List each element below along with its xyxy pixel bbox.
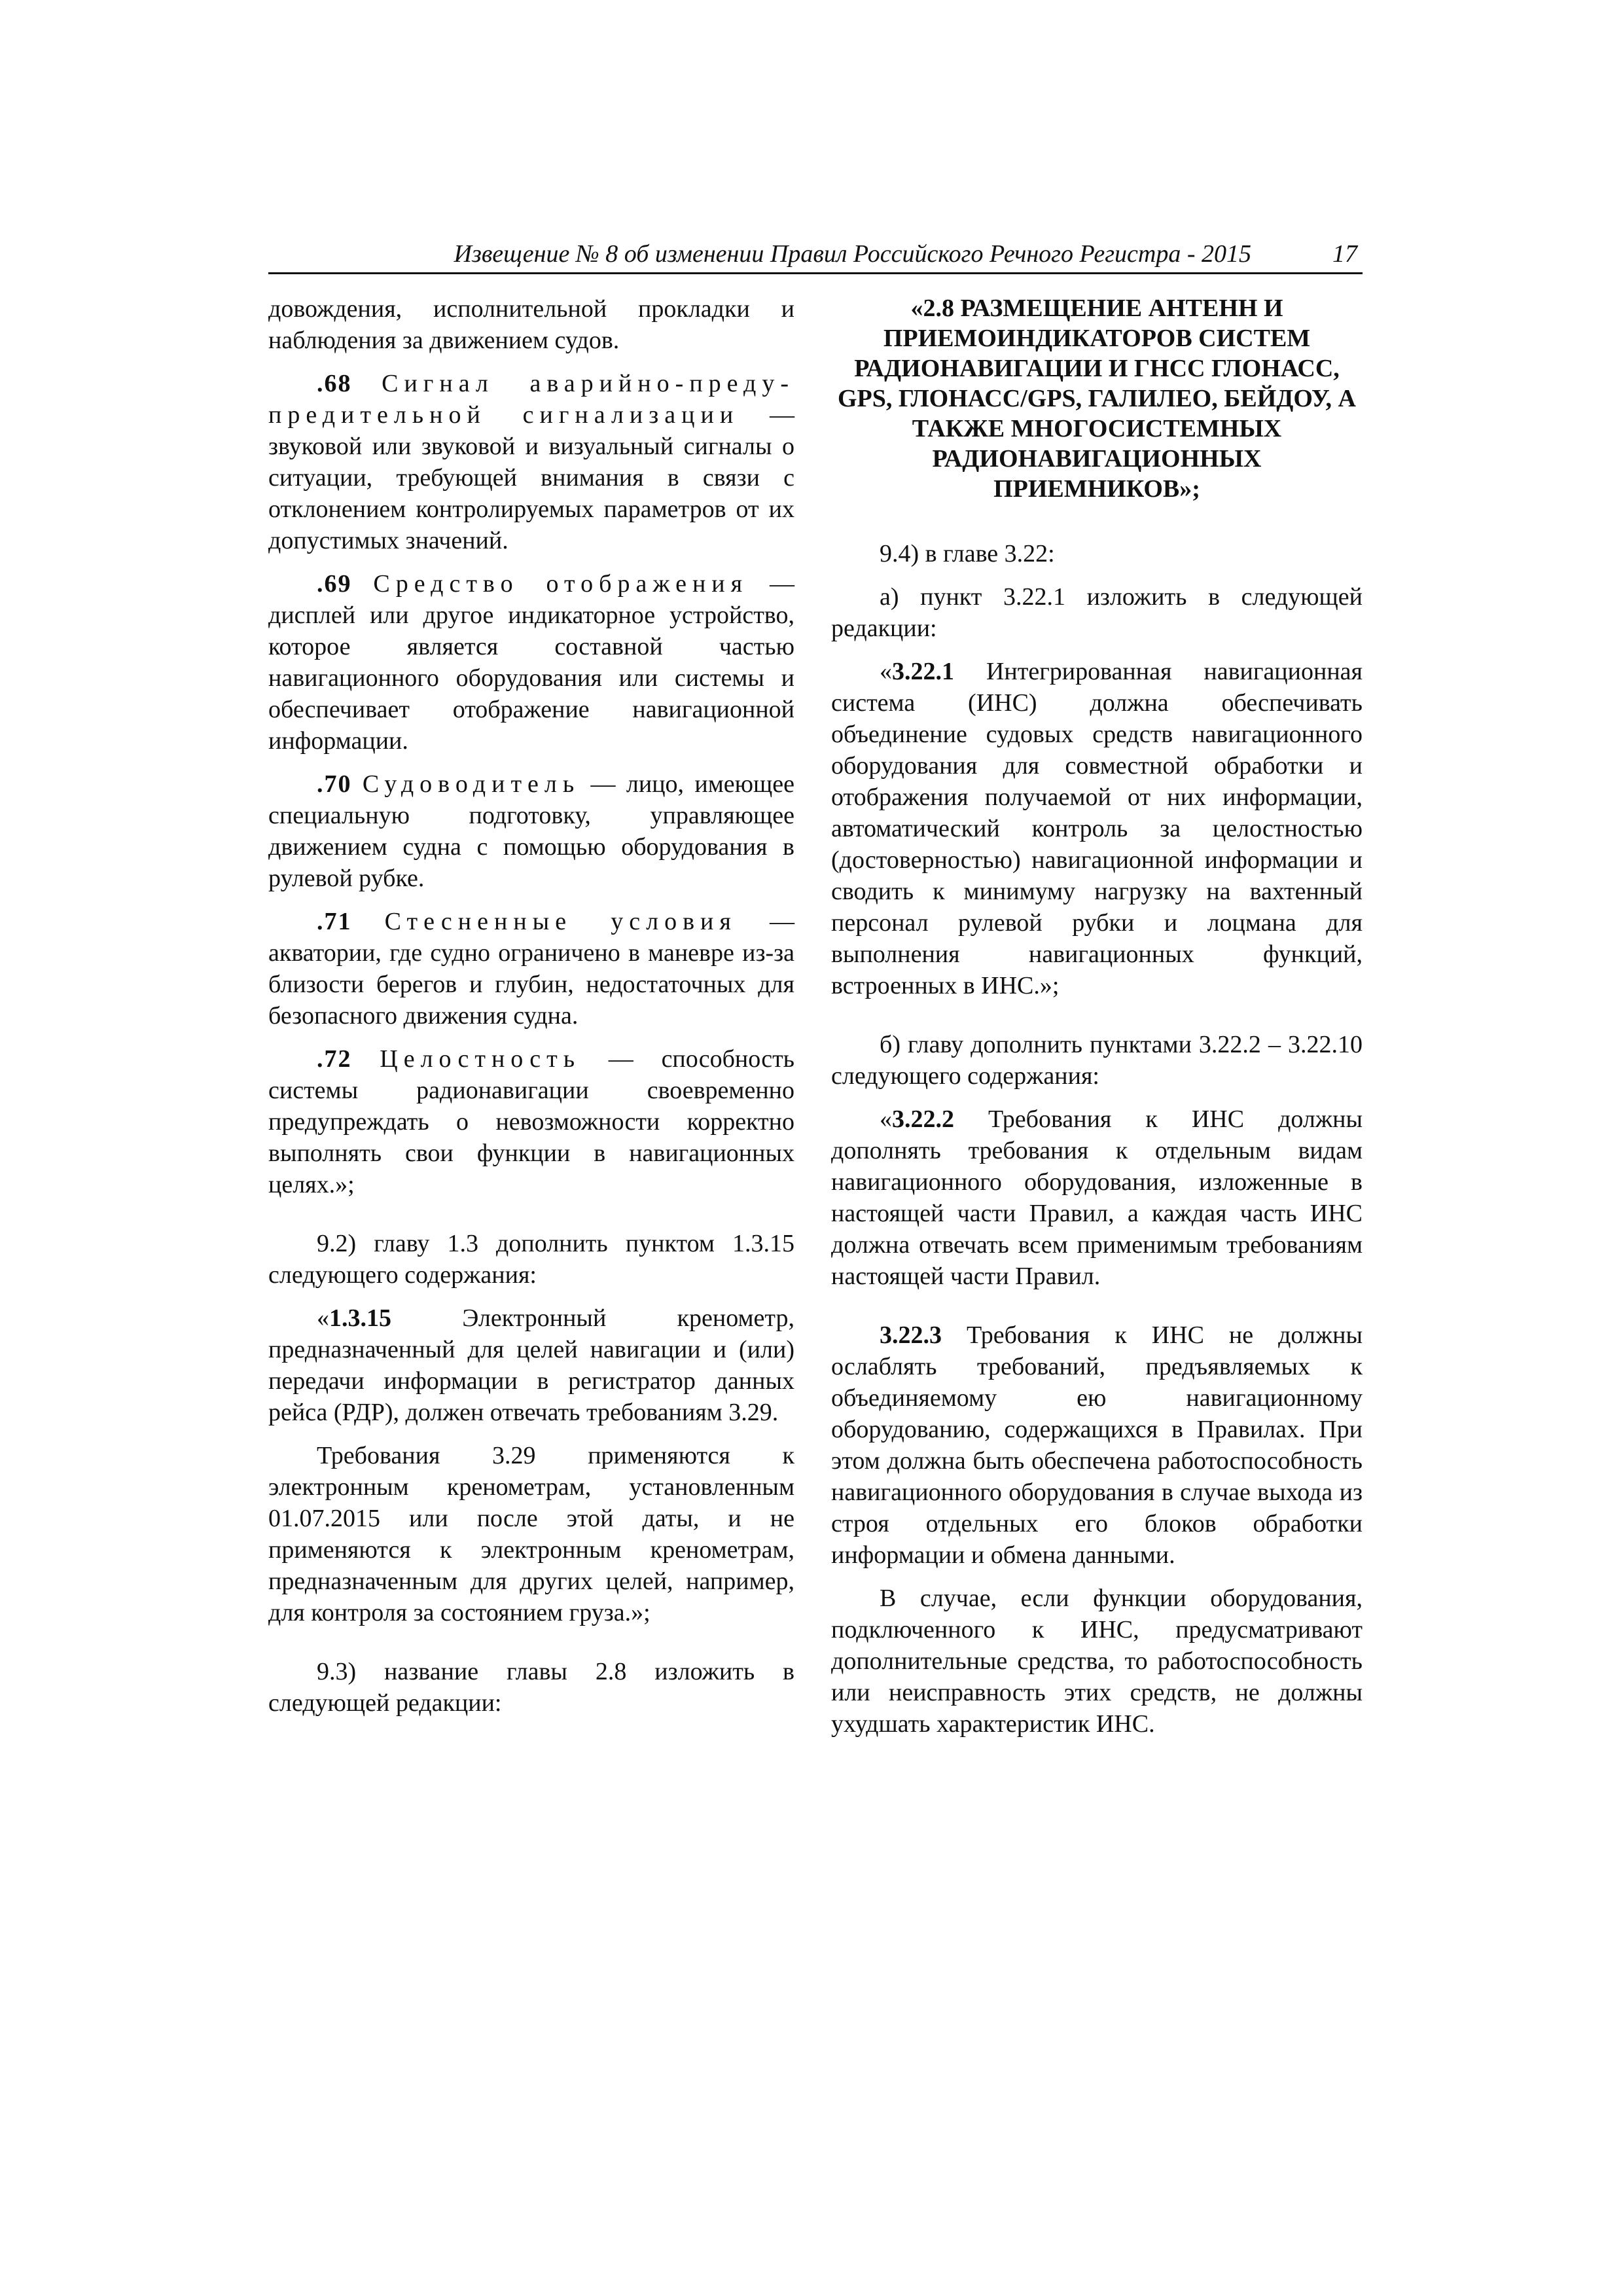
quote-mark: « bbox=[317, 1304, 329, 1332]
clause-3-29-note: Требования 3.29 применяются к электронным кренометрам, установленным 01.07.2015 или после этой даты, и не применяются к электронным кренометрам, предназначенным для других целей, например, для контроля за состоянием груза.»; bbox=[268, 1442, 794, 1626]
definition-text: — способность системы радионавигации своевременно предупреждать о невозможности корректно выполнять свои функции в навигационных целях.»; bbox=[268, 1045, 795, 1198]
amendment-item-a: а) пункт 3.22.1 изложить в следующей редакции: bbox=[831, 583, 1363, 642]
clause-number: 3.22.3 bbox=[880, 1321, 942, 1349]
paragraph-last: В случае, если функции оборудования, подключенного к ИНС, предусматривают дополнительные средства, то работоспособность или неисправность этих средств, не должны ухудшать характеристик ИНС. bbox=[831, 1585, 1363, 1738]
definition-number: .72 bbox=[317, 1045, 352, 1073]
amendment-item-b: б) главу дополнить пунктами 3.22.2 – 3.22.10 следующего содержания: bbox=[831, 1031, 1363, 1090]
definition-number: .69 bbox=[317, 570, 352, 598]
definition-term: Целостность bbox=[380, 1045, 581, 1073]
definition-text: — дисплей или другое индикаторное устройство, которое является составной частью навигационного оборудования или системы и обеспечивает отображение навигационной информации. bbox=[268, 570, 794, 755]
definition-text: — лицо, имеющее специальную подготовку, управляющее движением судна с помощью оборудования в рулевой рубке. bbox=[268, 770, 795, 892]
clause-number: 3.22.1 bbox=[892, 658, 954, 685]
header-title: Извещение № 8 об изменении Правил Российского Речного Регистра - 2015 bbox=[454, 240, 1251, 268]
clause-1-3-15 bbox=[268, 1302, 794, 1428]
quote-mark: « bbox=[880, 1105, 892, 1133]
definition-term: Стесненные условия bbox=[384, 908, 737, 935]
definition-71 bbox=[268, 906, 794, 1031]
definition-text: — звуковой или звуковой и визуальный сигналы о ситуации, требующей внимания в связи с отклонением контролируемых параметров от их допустимых значений. bbox=[268, 401, 794, 554]
definition-69 bbox=[268, 568, 794, 757]
paragraph-continuation: довождения, исполнительной прокладки и наблюдения за движением судов. bbox=[268, 295, 794, 354]
page-number: 17 bbox=[1332, 240, 1357, 268]
clause-text: Требования к ИНС должны дополнять требования к отдельным видам навигационного оборудования, изложенные в настоящей части Правил, а каждая часть ИНС должна отвечать всем применимым требованиям настоящей части Правил. bbox=[831, 1105, 1363, 1290]
amendment-9-2: 9.2) главу 1.3 дополнить пунктом 1.3.15 следующего содержания: bbox=[268, 1230, 794, 1289]
definition-70 bbox=[268, 768, 794, 894]
definition-term: Судоводитель bbox=[362, 770, 580, 798]
running-header bbox=[268, 240, 1363, 274]
definition-number: .70 bbox=[317, 770, 352, 798]
definition-number: .71 bbox=[317, 908, 352, 935]
definition-68 bbox=[268, 368, 794, 556]
amendment-9-3: 9.3) название главы 2.8 изложить в следующей редакции: bbox=[268, 1658, 794, 1717]
definition-72 bbox=[268, 1043, 794, 1200]
clause-number: 1.3.15 bbox=[329, 1304, 391, 1332]
clause-number: 3.22.2 bbox=[892, 1105, 954, 1133]
clause-text: Электронный кренометр, предназначенный для целей навигации и (или) передачи информации в регистратор данных рейса (РДР), должен отвечать требованиям 3.29. bbox=[268, 1304, 794, 1426]
definition-text: — акватории, где судно ограничено в маневре из-за близости берегов и глубин, недостаточных для безопасного движения судна. bbox=[268, 908, 794, 1030]
definition-term: Сигнал аварийно-преду-предительной сигнализации bbox=[268, 370, 795, 429]
clause-3-22-2 bbox=[831, 1103, 1363, 1292]
section-heading-2-8: «2.8 РАЗМЕЩЕНИЕ АНТЕНН И ПРИЕМОИНДИКАТОРОВ СИСТЕМ РАДИОНАВИГАЦИИ И ГНСС ГЛОНАСС, GPS, ГЛОНАСС/GPS, ГАЛИЛЕО, БЕЙДОУ, А ТАКЖЕ МНОГОСИСТЕМНЫХ РАДИОНАВИГАЦИОННЫХ ПРИЕМНИКОВ»; bbox=[838, 295, 1356, 503]
definition-number: .68 bbox=[317, 370, 352, 397]
clause-3-22-1 bbox=[831, 656, 1363, 1001]
definition-term: Средство отображения bbox=[373, 570, 749, 598]
amendment-9-4: 9.4) в главе 3.22: bbox=[880, 540, 1055, 567]
left-column bbox=[268, 293, 794, 1731]
clause-text: Интегрированная навигационная система (ИНС) должна обеспечивать объединение судовых средств навигационного оборудования для совместной обработки и отображения получаемой от них информации, автоматический контроль за целостностью (достоверностью) навигационной информации и сводить к минимуму нагрузку на вахтенный персонал рулевой рубки и лоцмана для выполнения навигационных функций, встроенных в ИНС.»; bbox=[831, 658, 1363, 999]
quote-mark: « bbox=[880, 658, 892, 685]
clause-3-22-3 bbox=[831, 1319, 1363, 1571]
right-column bbox=[831, 293, 1363, 1751]
clause-text: Требования к ИНС не должны ослаблять требований, предъявляемых к объединяемому ею навигационному оборудованию, содержащихся в Правилах. При этом должна быть обеспечена работоспособность навигационного оборудования в случае выхода из строя отдельных его блоков обработки информации и обмена данными. bbox=[831, 1321, 1363, 1569]
